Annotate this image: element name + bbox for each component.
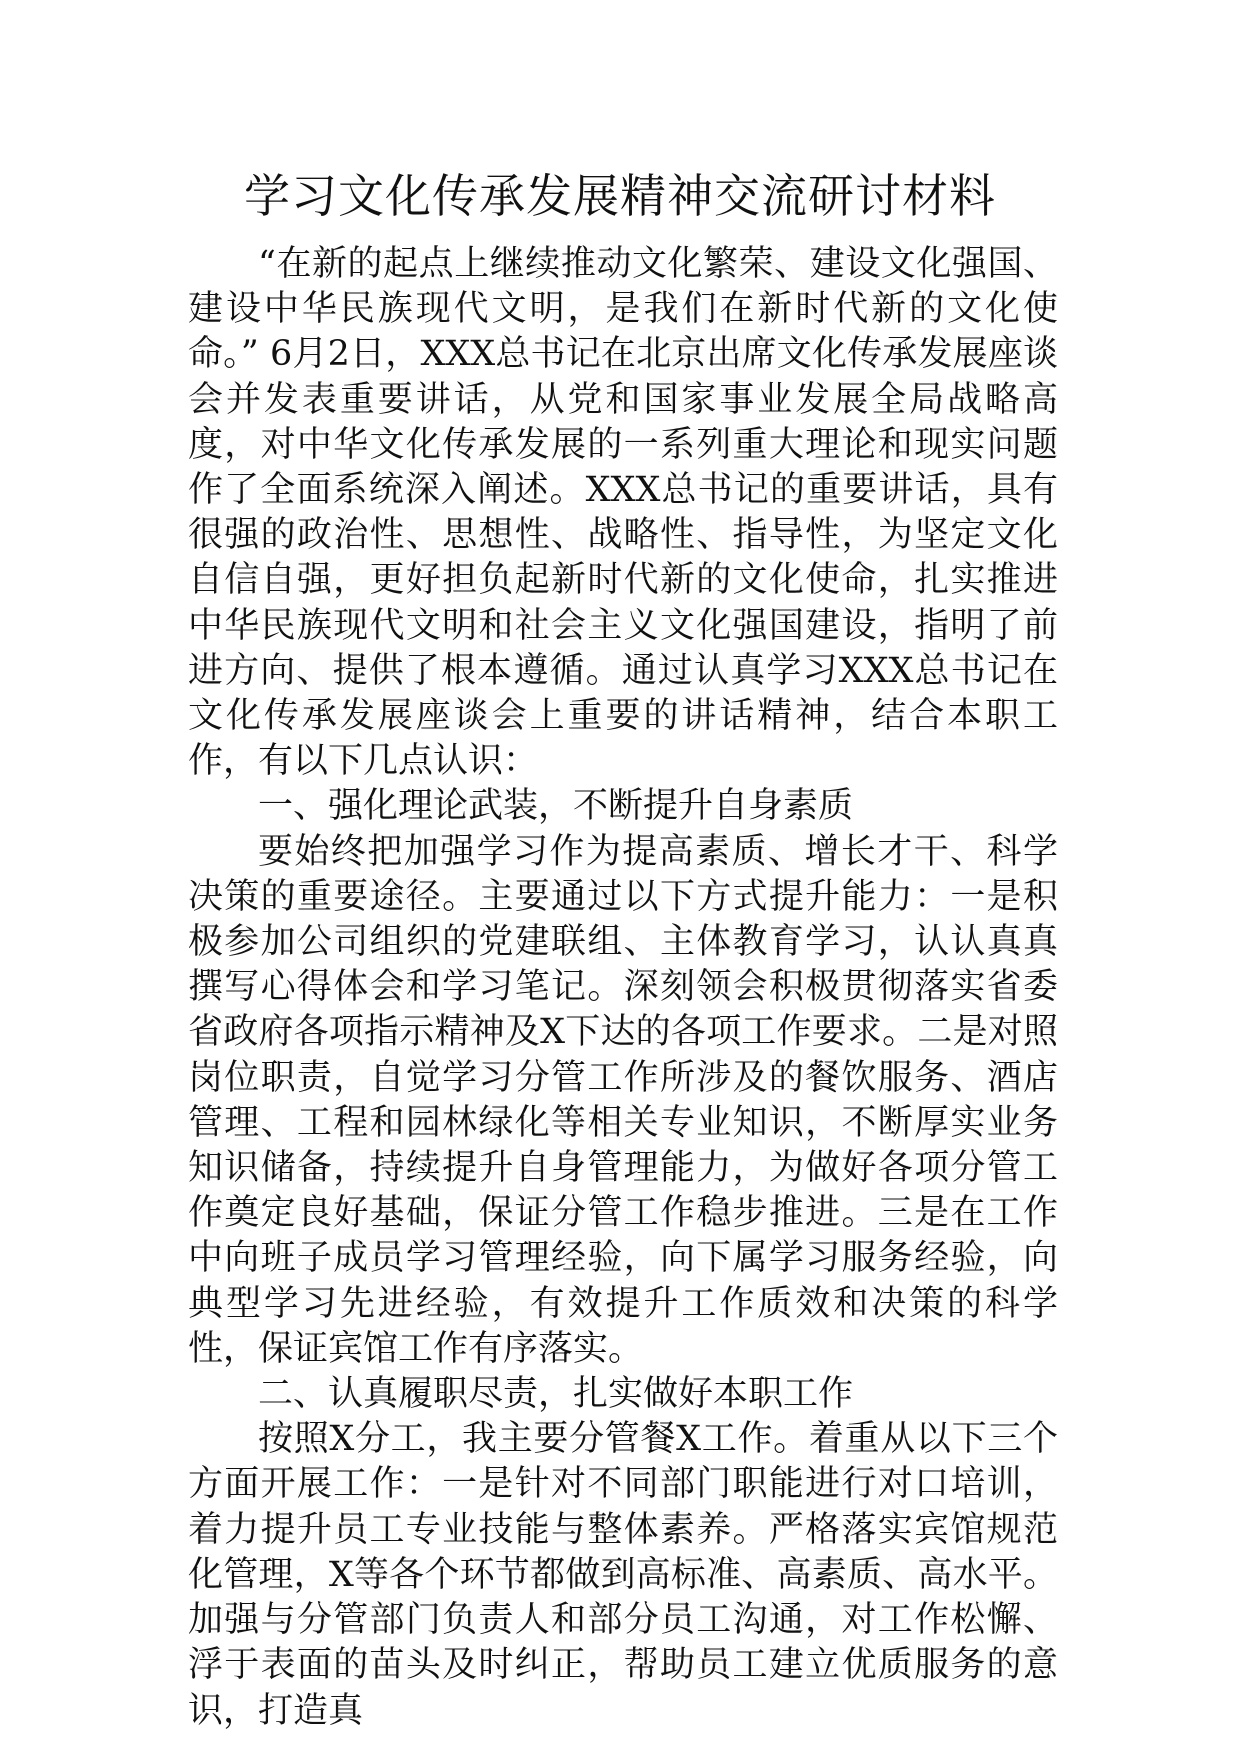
section-heading-1: 一、强化理论武装，不断提升自身素质 [258, 786, 854, 827]
section-heading-2: 二、认真履职尽责，扎实做好本职工作 [258, 1374, 854, 1415]
document-body [188, 242, 1058, 1734]
section-body-1: 要始终把加强学习作为提高素质、增长才干、科学决策的重要途径。主要通过以下方式提升能力：一是积极参加公司组织的党建联组、主体教育学习，认认真真撰写心得体会和学习笔记。深刻领会积极贯彻落实省委省政府各项指示精神及X下达的各项工作要求。二是对照岗位职责，自觉学习分管工作所涉及的餐饮服务、酒店管理、工程和园林绿化等相关专业知识，不断厚实业务知识储备，持续提升自身管理能力，为做好各项分管工作奠定良好基础，保证分管工作稳步推进。三是在工作中向班子成员学习管理经验，向下属学习服务经验，向典型学习先进经验，有效提升工作质效和决策的科学性，保证宾馆工作有序落实。 [188, 831, 1058, 1369]
document-title: 学习文化传承发展精神交流研讨材料 [244, 169, 996, 223]
intro-paragraph: “在新的起点上继续推动文化繁荣、建设文化强国、建设中华民族现代文明，是我们在新时代新的文化使命。” 6月2日，XXX总书记在北京出席文化传承发展座谈会并发表重要讲话，从党和国家事业发展全局战略高度，对中华文化传承发展的一系列重大理论和现实问题作了全面系统深入阐述。XXX总书记的重要讲话，具有很强的政治性、思想性、战略性、指导性，为坚定文化自信自强，更好担负起新时代新的文化使命，扎实推进中华民族现代文明和社会主义文化强国建设，指明了前进方向、提供了根本遵循。通过认真学习XXX总书记在文化传承发展座谈会上重要的讲话精神，结合本职工作，有以下几点认识： [188, 244, 1058, 782]
section-body-2: 按照X分工，我主要分管餐X工作。着重从以下三个方面开展工作：一是针对不同部门职能进行对口培训，着力提升员工专业技能与整体素养。严格落实宾馆规范化管理，X等各个环节都做到高标准、高素质、高水平。加强与分管部门负责人和部分员工沟通，对工作松懈、浮于表面的苗头及时纠正，帮助员工建立优质服务的意识，打造真 [188, 1419, 1058, 1731]
